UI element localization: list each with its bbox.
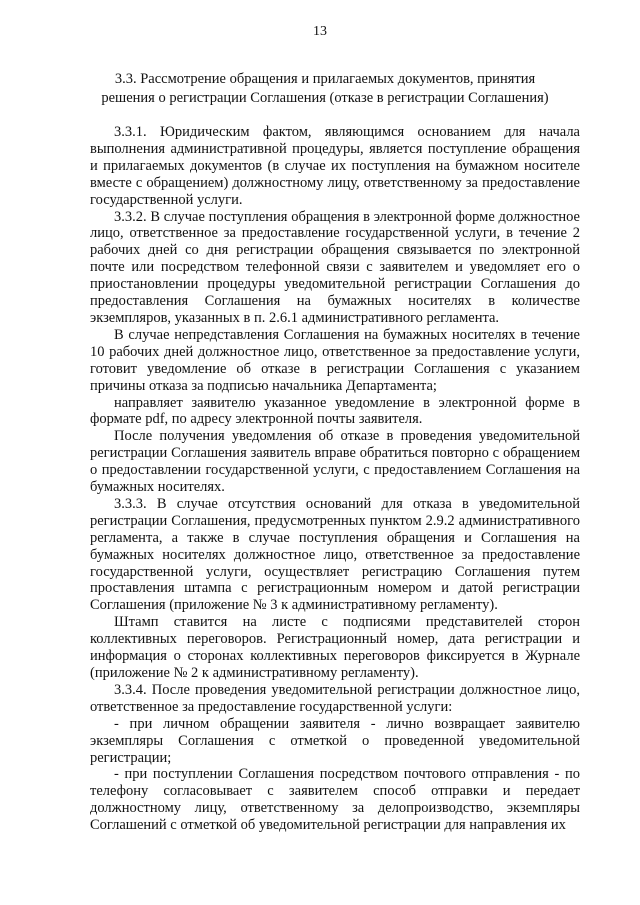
paragraph-3-3-2: 3.3.2. В случае поступления обращения в электронной форме должностное лицо, ответственное за предоставление государственной услуги, в течение 2 рабочих дней со дня регистрации обращения связывается по электронной почте или посредством телефонной связи с заявителем и уведомляет его о приостановлении процедуры уведомительной регистрации Соглашения до предоставления Соглашения на бумажных носителях в количестве экземпляров, указанных в п. 2.6.1 административного регламента. [90,208,580,326]
section-heading-line-1: 3.3. Рассмотрение обращения и прилагаемых документов, принятия [114,71,536,87]
page-number: 13 [313,24,327,39]
section-heading [80,70,570,108]
paragraph-3-3-3: 3.3.3. В случае отсутствия оснований для отказа в уведомительной регистрации Соглашения, предусмотренных пунктом 2.9.2 административного регламента, а также в случае поступления обращения и Соглашения на бумажных носителях должностное лицо, ответственное за предоставление государственной услуги, осуществляет регистрацию Соглашения путем проставления штампа с регистрационным номером и датой регистрации Соглашения (приложение № 3 к административному регламенту). [90,495,580,614]
body-text [90,124,580,834]
paragraph-send-notice: направляет заявителю указанное уведомление в электронной форме в формате pdf, по адресу электронной почты заявителя. [90,394,580,428]
section-heading-line-2: решения о регистрации Соглашения (отказе в регистрации Соглашения) [101,90,549,106]
paragraph-reapply: После получения уведомления об отказе в проведения уведомительной регистрации Соглашения заявитель вправе обратиться повторно с обращением о предоставлении государственной услуги, с предоставлением Соглашения на бумажных носителях. [90,428,580,496]
paragraph-postal-return: - при поступлении Соглашения посредством почтового отправления - по телефону согласовывает с заявителем способ отправки и передает должностному лицу, ответственному за делопроизводство, экземпляры Соглашений с отметкой об уведомительной регистрации для направления их [90,766,580,834]
paragraph-stamp: Штамп ставится на листе с подписями представителей сторон коллективных переговоров. Регистрационный номер, дата регистрации и информация о сторонах коллективных переговоров фиксируется в Журнале (приложение № 2 к административному регламенту). [90,614,580,681]
paragraph-personal-return: - при личном обращении заявителя - лично возвращает заявителю экземпляры Соглашения с отметкой о проведенной уведомительной регистрации; [90,715,580,766]
paragraph-refusal-notice: В случае непредставления Соглашения на бумажных носителях в течение 10 рабочих дней должностное лицо, ответственное за предоставление услуги, готовит уведомление об отказе в регистрации Соглашения с указанием причины отказа за подписью начальника Департамента; [90,326,580,394]
paragraph-3-3-1: 3.3.1. Юридическим фактом, являющимся основанием для начала выполнения административной процедуры, является поступление обращения и прилагаемых документов (в случае их поступления на бумажном носителе вместе с обращением) должностному лицу, ответственному за предоставление государственной услуги. [90,124,580,208]
paragraph-3-3-4: 3.3.4. После проведения уведомительной регистрации должностное лицо, ответственное за предоставление государственной услуги: [90,681,580,715]
